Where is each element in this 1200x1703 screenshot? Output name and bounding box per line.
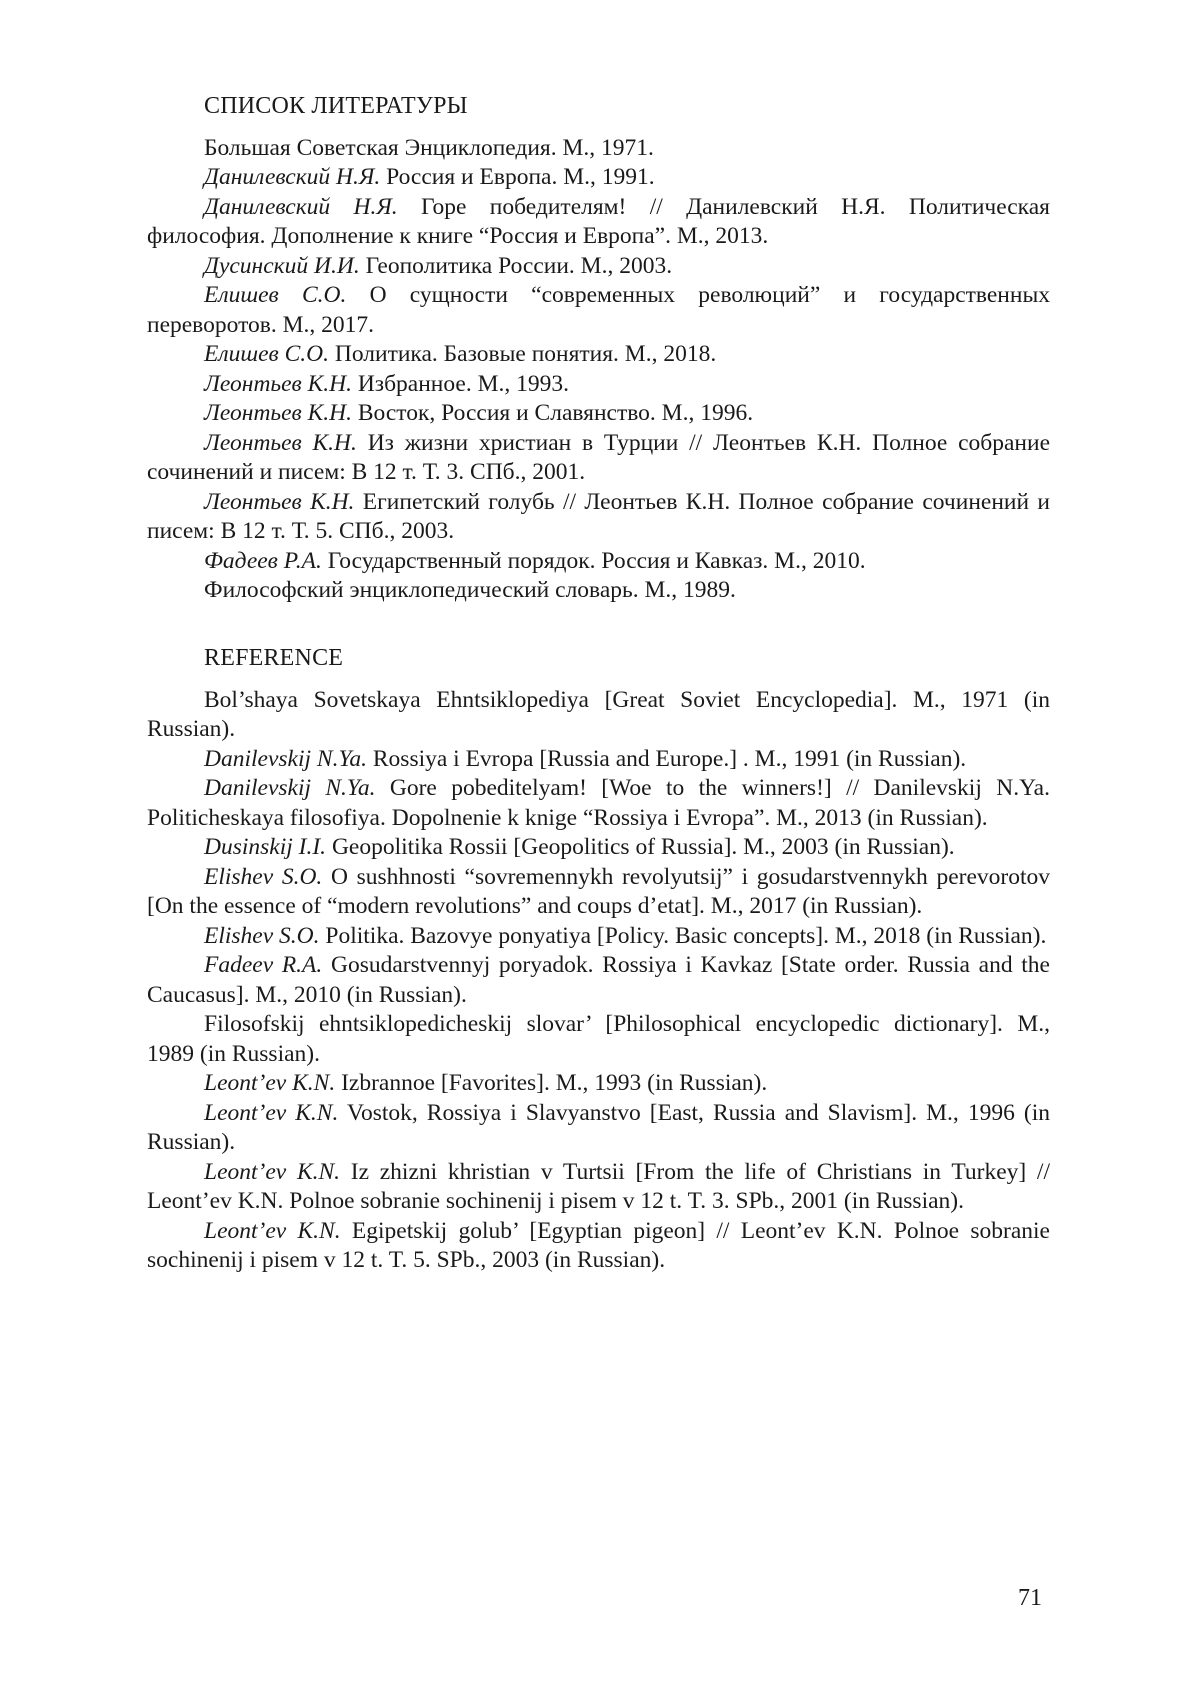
reference-text: Iz zhizni khristian v Turtsii [From the life of Christians in Turkey] // Leont’ev K.N. Polnoe sobranie sochinenij i pisem v 12 t. T. 3. SPb., 2001 (in Russian).	[147, 1159, 1050, 1215]
english-references-section	[147, 644, 1050, 1276]
reference-entry	[147, 951, 1050, 1010]
reference-author: Фадеев Р.А.	[204, 548, 322, 574]
reference-author: Елишев С.О.	[204, 341, 329, 367]
reference-text: Rossiya i Evropa [Russia and Europe.] . M., 1991 (in Russian).	[367, 746, 966, 772]
reference-author: Леонтьев К.Н.	[204, 371, 352, 397]
reference-entry	[147, 1069, 1050, 1099]
reference-entry	[147, 863, 1050, 922]
reference-text: Избранное. М., 1993.	[352, 371, 569, 397]
reference-author: Леонтьев К.Н.	[204, 489, 354, 515]
reference-text: Из жизни христиан в Турции // Леонтьев К.Н. Полное собрание сочинений и писем: В 12 т. Т. 3. СПб., 2001.	[147, 430, 1050, 486]
reference-text: Gosudarstvennyj poryadok. Rossiya i Kavkaz [State order. Russia and the Caucasus]. M., 2010 (in Russian).	[147, 952, 1050, 1008]
reference-entry	[147, 922, 1050, 952]
reference-text: Izbrannoe [Favorites]. M., 1993 (in Russian).	[335, 1070, 767, 1096]
reference-author: Leont’ev K.N.	[204, 1159, 340, 1185]
reference-entry	[147, 134, 1050, 164]
reference-entry	[147, 745, 1050, 775]
reference-text: Политика. Базовые понятия. М., 2018.	[329, 341, 716, 367]
reference-text: Государственный порядок. Россия и Кавказ. М., 2010.	[322, 548, 866, 574]
reference-entry	[147, 340, 1050, 370]
reference-entry	[147, 252, 1050, 282]
reference-author: Elishev S.O.	[204, 864, 322, 890]
reference-entry	[147, 429, 1050, 488]
reference-text: Bol’shaya Sovetskaya Ehntsiklopediya [Great Soviet Encyclopedia]. M., 1971 (in Russian).	[147, 687, 1050, 743]
reference-text: Filosofskij ehntsiklopedicheskij slovar’ [Philosophical encyclopedic dictionary]. M., 1989 (in Russian).	[147, 1011, 1050, 1067]
reference-text: Восток, Россия и Славянство. М., 1996.	[352, 400, 753, 426]
russian-references-section	[147, 92, 1050, 606]
reference-entry	[147, 576, 1050, 606]
reference-author: Leont’ev K.N.	[204, 1218, 341, 1244]
section-heading: СПИСОК ЛИТЕРАТУРЫ	[204, 92, 1050, 122]
reference-author: Леонтьев К.Н.	[204, 430, 357, 456]
reference-text: Politika. Bazovye ponyatiya [Policy. Basic concepts]. M., 2018 (in Russian).	[320, 923, 1047, 949]
reference-author: Данилевский Н.Я.	[204, 164, 380, 190]
reference-text: Египетский голубь // Леонтьев К.Н. Полное собрание сочинений и писем: В 12 т. Т. 5. СПб., 2003.	[147, 489, 1050, 545]
reference-text: О сущности “современных революций” и государственных переворотов. М., 2017.	[147, 282, 1050, 338]
reference-author: Леонтьев К.Н.	[204, 400, 352, 426]
reference-text: Gore pobeditelyam! [Woe to the winners!] // Danilevskij N.Ya. Politicheskaya filosofiya. Dopolnenie k knige “Rossiya i Evropa”. M., 2013 (in Russian).	[147, 775, 1050, 831]
reference-author: Fadeev R.A.	[204, 952, 322, 978]
reference-text: Геополитика России. М., 2003.	[360, 253, 672, 279]
reference-entry	[147, 1158, 1050, 1217]
reference-entry	[147, 833, 1050, 863]
reference-entry	[147, 399, 1050, 429]
reference-text: Vostok, Rossiya i Slavyanstvo [East, Russia and Slavism]. M., 1996 (in Russian).	[147, 1100, 1050, 1156]
reference-text: Большая Советская Энциклопедия. М., 1971.	[204, 135, 654, 161]
reference-entry	[147, 163, 1050, 193]
reference-author: Leont’ev K.N.	[204, 1070, 335, 1096]
reference-entry	[147, 1099, 1050, 1158]
reference-entry	[147, 1217, 1050, 1276]
reference-author: Дусинский И.И.	[204, 253, 360, 279]
reference-entry	[147, 193, 1050, 252]
reference-entry	[147, 686, 1050, 745]
reference-author: Leont’ev K.N.	[204, 1100, 338, 1126]
reference-author: Elishev S.O.	[204, 923, 320, 949]
reference-author: Dusinskij I.I.	[204, 834, 326, 860]
reference-text: Egipetskij golub’ [Egyptian pigeon] // Leont’ev K.N. Polnoe sobranie sochinenij i pisem v 12 t. T. 5. SPb., 2003 (in Russian).	[147, 1218, 1050, 1274]
reference-list	[147, 134, 1050, 606]
reference-entry	[147, 488, 1050, 547]
reference-text: Geopolitika Rossii [Geopolitics of Russia]. M., 2003 (in Russian).	[326, 834, 955, 860]
reference-author: Елишев С.О.	[204, 282, 346, 308]
reference-entry	[147, 774, 1050, 833]
reference-entry	[147, 1010, 1050, 1069]
reference-author: Danilevskij N.Ya.	[204, 775, 375, 801]
reference-text: Горе победителям! // Данилевский Н.Я. Политическая философия. Дополнение к книге “Россия и Европа”. М., 2013.	[147, 194, 1050, 250]
reference-text: Россия и Европа. М., 1991.	[380, 164, 654, 190]
reference-author: Данилевский Н.Я.	[204, 194, 398, 220]
section-heading: REFERENCE	[204, 644, 1050, 674]
reference-author: Danilevskij N.Ya.	[204, 746, 367, 772]
reference-list	[147, 686, 1050, 1276]
reference-entry	[147, 281, 1050, 340]
reference-text: O sushhnosti “sovremennykh revolyutsij” i gosudarstvennykh perevorotov [On the essence of “modern revolutions” and coups d’etat]. M., 2017 (in Russian).	[147, 864, 1050, 920]
reference-entry	[147, 370, 1050, 400]
reference-text: Философский энциклопедический словарь. М., 1989.	[204, 577, 736, 603]
reference-entry	[147, 547, 1050, 577]
page-number: 71	[1018, 1585, 1042, 1612]
